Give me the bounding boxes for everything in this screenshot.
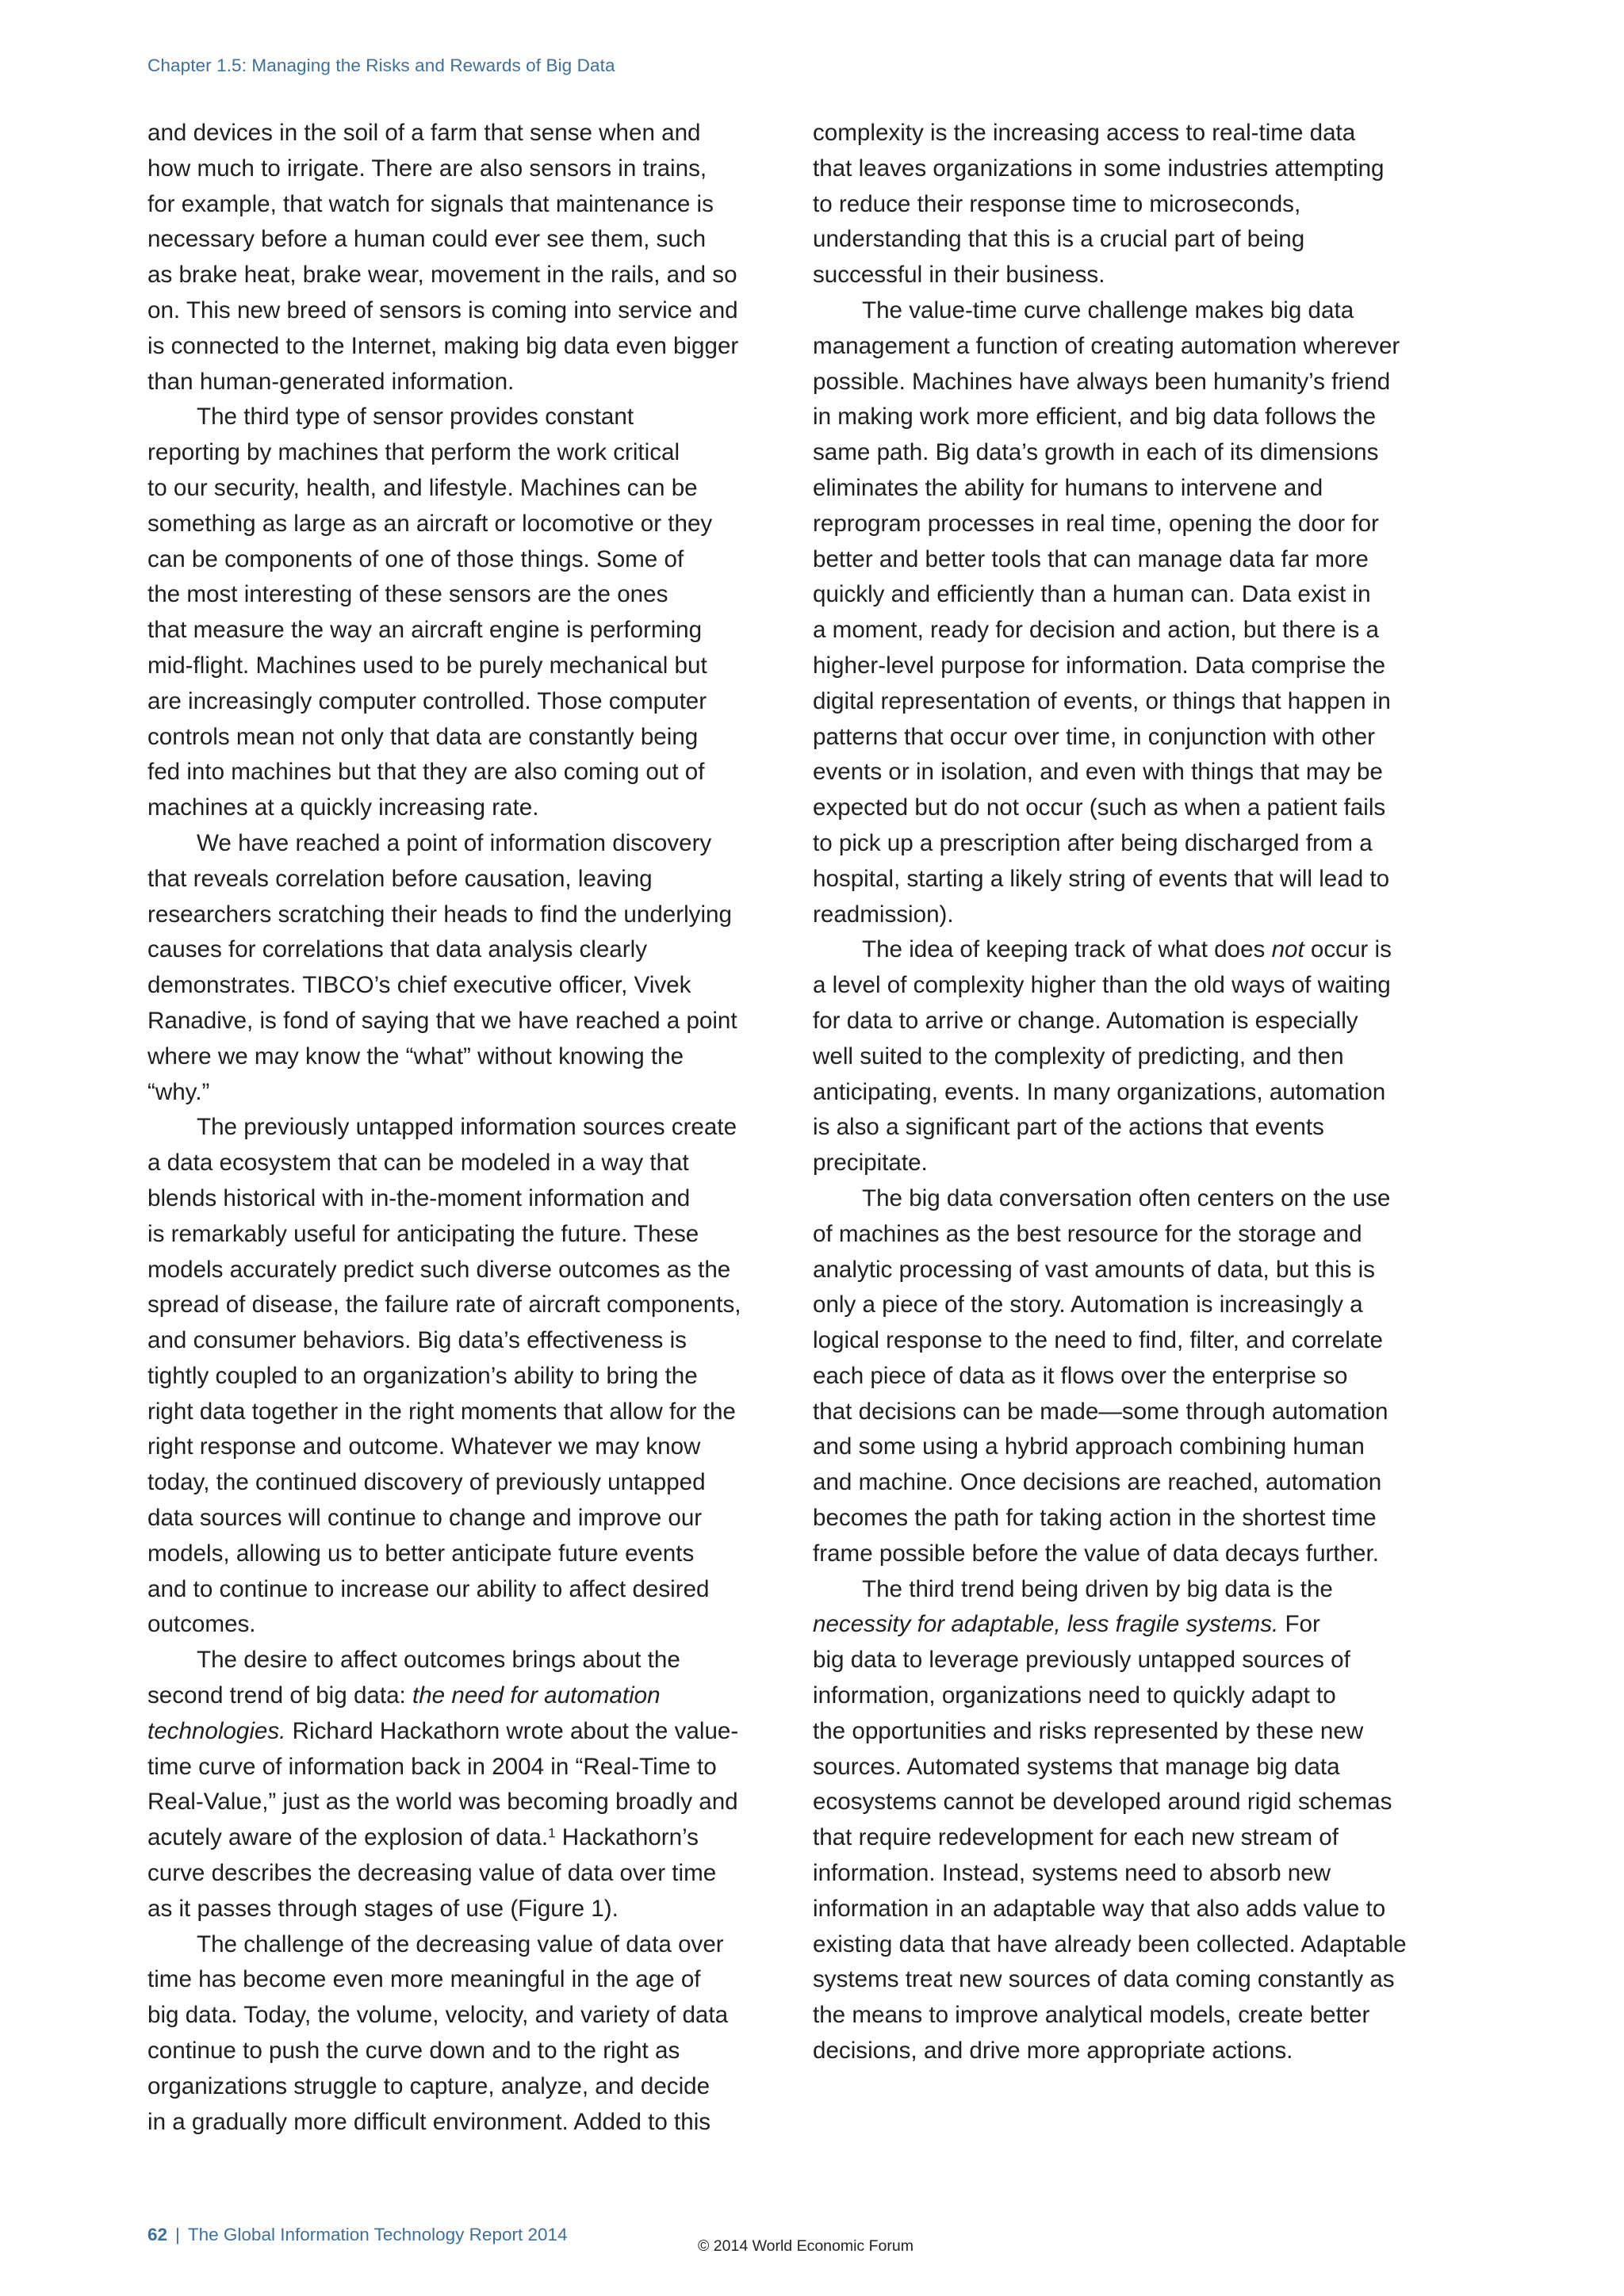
text-line: [147, 720, 774, 756]
text-line: [147, 1181, 774, 1217]
line-text: each piece of data as it flows over the enterprise so: [813, 1362, 1348, 1389]
line-text: The value-time curve challenge makes big data: [862, 297, 1354, 323]
line-text: sources. Automated systems that manage big data: [813, 1753, 1340, 1780]
line-text: that measure the way an aircraft engine is performing: [147, 617, 703, 644]
text-line: [813, 1359, 1447, 1395]
text-line: [813, 1323, 1447, 1359]
line-text: for example, that watch for signals that maintenance is: [147, 190, 714, 217]
text-line: [813, 932, 1447, 968]
text-line: [813, 187, 1447, 223]
text-line: [147, 507, 774, 542]
line-text: spread of disease, the failure rate of aircraft components,: [147, 1292, 741, 1318]
line-text: hospital, starting a likely string of events that will lead to: [813, 865, 1390, 892]
text-line: [813, 1288, 1447, 1323]
text-line: [813, 1181, 1447, 1217]
text-line: [147, 1927, 774, 1963]
line-text: time curve of information back in 2004 in “Real-Time to: [147, 1753, 717, 1780]
text-line: [813, 1217, 1447, 1253]
text-line: [813, 1750, 1447, 1785]
line-text: to our security, health, and lifestyle. Machines can be: [147, 474, 698, 501]
line-text: are increasingly computer controlled. Those computer: [147, 687, 707, 714]
right-text-column: [813, 116, 1447, 2069]
line-text: Real-Value,” just as the world was becoming broadly and: [147, 1789, 738, 1816]
line-text: The idea of keeping track of what does: [862, 936, 1272, 963]
line-text: as brake heat, brake wear, movement in the rails, and so: [147, 262, 737, 289]
line-text: big data. Today, the volume, velocity, and variety of data: [147, 2002, 729, 2029]
line-text: anticipating, events. In many organizations, automation: [813, 1078, 1386, 1105]
text-line: [147, 1110, 774, 1146]
text-line: [147, 649, 774, 684]
text-line: [147, 968, 774, 1004]
text-line: [147, 1998, 774, 2034]
text-line: [813, 1962, 1447, 1998]
text-line: [813, 329, 1447, 365]
text-line: [147, 151, 774, 187]
text-line: [147, 862, 774, 897]
line-text: of machines as the best resource for the storage and: [813, 1220, 1362, 1247]
line-text: on. This new breed of sensors is coming into service and: [147, 297, 738, 323]
line-text: a moment, ready for decision and action, but there is a: [813, 617, 1379, 644]
text-line: [147, 613, 774, 649]
line-text: that reveals correlation before causation, leaving: [147, 865, 653, 892]
text-line: [813, 1572, 1447, 1608]
line-text: a level of complexity higher than the old ways of waiting: [813, 972, 1391, 999]
text-line: [147, 293, 774, 329]
text-line: [147, 365, 774, 400]
text-line: [813, 1927, 1447, 1963]
line-text: causes for correlations that data analysis clearly: [147, 936, 647, 963]
line-text: decisions, and drive more appropriate actions.: [813, 2038, 1293, 2064]
line-text: acutely aware of the explosion of data.: [147, 1824, 549, 1851]
line-text: the most interesting of these sensors are the ones: [147, 581, 668, 608]
text-line: [813, 151, 1447, 187]
text-line: [813, 1110, 1447, 1146]
text-line: [147, 116, 774, 151]
line-text: readmission).: [813, 901, 954, 928]
text-line: [147, 1962, 774, 1998]
text-line: [147, 1217, 774, 1253]
text-line: [147, 1785, 774, 1820]
line-text: information, organizations need to quickly adapt to: [813, 1682, 1336, 1709]
line-text: right data together in the right moments that allow for the: [147, 1398, 736, 1425]
text-line: [147, 1678, 774, 1714]
line-text: is also a significant part of the actions that events: [813, 1114, 1324, 1141]
line-text: in making work more efficient, and big data follows the: [813, 404, 1377, 430]
line-text: how much to irrigate. There are also sensors in trains,: [147, 155, 707, 182]
line-text: is remarkably useful for anticipating the future. These: [147, 1220, 699, 1247]
text-line: [147, 2034, 774, 2069]
text-line: [813, 1856, 1447, 1892]
text-line: [813, 826, 1447, 862]
line-text: becomes the path for taking action in the shortest time: [813, 1505, 1377, 1532]
text-line: [147, 2069, 774, 2105]
line-text: where we may know the “what” without knowing the: [147, 1043, 684, 1070]
text-line: [147, 1253, 774, 1288]
text-line: [813, 365, 1447, 400]
text-line: [147, 577, 774, 613]
line-text: only a piece of the story. Automation is increasingly a: [813, 1292, 1363, 1318]
text-line: [147, 1750, 774, 1785]
line-text: The third trend being driven by big data is the: [862, 1575, 1333, 1602]
line-text: patterns that occur over time, in conjunction with other: [813, 723, 1375, 750]
line-text: a data ecosystem that can be modeled in a way that: [147, 1150, 689, 1177]
line-text: right response and outcome. Whatever we may know: [147, 1433, 701, 1460]
line-text: outcomes.: [147, 1611, 256, 1638]
line-text: second trend of big data:: [147, 1682, 412, 1709]
text-line: [813, 1395, 1447, 1430]
line-text: to reduce their response time to microseconds,: [813, 190, 1301, 217]
text-line: [147, 1146, 774, 1181]
line-text: The big data conversation often centers on the use: [862, 1184, 1391, 1211]
text-line: [813, 720, 1447, 756]
line-text: higher-level purpose for information. Data comprise the: [813, 652, 1386, 679]
text-line: [147, 542, 774, 578]
line-text: The third type of sensor provides constant: [197, 404, 634, 430]
text-line: [147, 932, 774, 968]
line-text: ecosystems cannot be developed around rigid schemas: [813, 1789, 1392, 1816]
text-line: [147, 1395, 774, 1430]
line-text: information in an adaptable way that also adds value to: [813, 1895, 1386, 1922]
publication-title: The Global Information Technology Report 2014: [187, 2225, 568, 2244]
text-line: [813, 1785, 1447, 1820]
text-line: [147, 471, 774, 507]
line-text: well suited to the complexity of predicting, and then: [813, 1043, 1344, 1070]
text-line: [147, 1892, 774, 1927]
line-text: necessary before a human could ever see them, such: [147, 226, 707, 253]
italic-text: the need for automation: [412, 1682, 661, 1709]
line-text: understanding that this is a crucial part of being: [813, 226, 1305, 253]
line-text: continue to push the curve down and to the right as: [147, 2038, 680, 2064]
text-line: [147, 1323, 774, 1359]
text-line: [147, 897, 774, 933]
text-line: [147, 1536, 774, 1572]
text-line: [147, 1004, 774, 1039]
line-text: as it passes through stages of use (Figure 1).: [147, 1895, 619, 1922]
text-line: [813, 577, 1447, 613]
line-text: data sources will continue to change and improve our: [147, 1505, 703, 1532]
text-line: [813, 507, 1447, 542]
text-line: [147, 2105, 774, 2141]
text-line: [813, 1146, 1447, 1181]
line-text: precipitate.: [813, 1150, 928, 1177]
line-text: that require redevelopment for each new stream of: [813, 1824, 1339, 1851]
line-text: controls mean not only that data are constantly being: [147, 723, 699, 750]
italic-text: technologies.: [147, 1717, 286, 1744]
text-line: [147, 1572, 774, 1608]
line-text: analytic processing of vast amounts of data, but this is: [813, 1256, 1375, 1283]
line-text: blends historical with in-the-moment information and: [147, 1184, 691, 1211]
line-text: The desire to affect outcomes brings about the: [197, 1647, 680, 1674]
text-line: [813, 1892, 1447, 1927]
line-text: occur is: [1304, 936, 1392, 963]
text-line: [813, 897, 1447, 933]
text-line: [813, 790, 1447, 826]
text-line: [813, 435, 1447, 471]
line-text: “why.”: [147, 1078, 210, 1105]
text-line: [147, 1359, 774, 1395]
text-line: [147, 1607, 774, 1643]
text-line: [813, 1643, 1447, 1678]
text-line: [813, 684, 1447, 720]
line-text: successful in their business.: [813, 262, 1105, 289]
text-line: [147, 258, 774, 293]
text-line: [147, 755, 774, 790]
line-text: time has become even more meaningful in the age of: [147, 1966, 701, 1993]
text-line: [147, 329, 774, 365]
text-line: [147, 400, 774, 435]
text-line: [147, 187, 774, 223]
text-line: [813, 1678, 1447, 1714]
line-text: can be components of one of those things. Some of: [147, 545, 684, 572]
line-text: models, allowing us to better anticipate future events: [147, 1540, 695, 1567]
line-text: the means to improve analytical models, create better: [813, 2002, 1370, 2029]
line-text: tightly coupled to an organization’s ability to bring the: [147, 1362, 698, 1389]
text-line: [147, 1075, 774, 1111]
text-line: [147, 1820, 774, 1856]
line-text: demonstrates. TIBCO’s chief executive officer, Vivek: [147, 972, 691, 999]
line-text: curve describes the decreasing value of data over time: [147, 1860, 717, 1887]
line-text: possible. Machines have always been humanity’s friend: [813, 368, 1391, 395]
text-line: [813, 400, 1447, 435]
line-text: frame possible before the value of data decays further.: [813, 1540, 1379, 1567]
line-text: the opportunities and risks represented by these new: [813, 1717, 1364, 1744]
page-footer-folio: [147, 2225, 568, 2245]
line-text: Hackathorn’s: [555, 1824, 699, 1851]
line-text: fed into machines but that they are also coming out of: [147, 759, 705, 786]
left-text-column: [147, 116, 774, 2140]
text-line: [147, 826, 774, 862]
text-line: [813, 1607, 1447, 1643]
line-text: systems treat new sources of data coming constantly as: [813, 1966, 1395, 1993]
italic-text: not: [1271, 936, 1304, 963]
text-line: [813, 1075, 1447, 1111]
text-line: [813, 755, 1447, 790]
line-text: better and better tools that can manage data far more: [813, 545, 1369, 572]
line-text: same path. Big data’s growth in each of its dimensions: [813, 439, 1379, 466]
footer-separator: |: [175, 2225, 180, 2244]
text-line: [813, 1039, 1447, 1075]
text-line: [813, 293, 1447, 329]
text-line: [147, 1429, 774, 1465]
text-line: [813, 1820, 1447, 1856]
text-line: [813, 1536, 1447, 1572]
line-text: and devices in the soil of a farm that sense when and: [147, 120, 701, 146]
line-text: Ranadive, is fond of saying that we have reached a point: [147, 1007, 737, 1034]
line-text: reprogram processes in real time, opening the door for: [813, 510, 1379, 537]
line-text: and machine. Once decisions are reached, automation: [813, 1469, 1382, 1496]
line-text: complexity is the increasing access to real-time data: [813, 120, 1356, 146]
text-line: [813, 258, 1447, 293]
line-text: than human-generated information.: [147, 368, 515, 395]
line-text: digital representation of events, or things that happen in: [813, 687, 1391, 714]
line-text: Richard Hackathorn wrote about the value-: [285, 1717, 739, 1744]
text-line: [147, 1643, 774, 1678]
line-text: something as large as an aircraft or locomotive or they: [147, 510, 713, 537]
line-text: expected but do not occur (such as when a patient fails: [813, 794, 1386, 821]
text-line: [813, 222, 1447, 258]
text-line: [147, 435, 774, 471]
text-line: [147, 1288, 774, 1323]
line-text: that decisions can be made—some through automation: [813, 1398, 1388, 1425]
line-text: big data to leverage previously untapped sources of: [813, 1647, 1350, 1674]
line-text: mid-flight. Machines used to be purely mechanical but: [147, 652, 707, 679]
line-text: We have reached a point of information discovery: [197, 829, 712, 856]
text-line: [813, 1004, 1447, 1039]
line-text: quickly and efficiently than a human can. Data exist in: [813, 581, 1371, 608]
line-text: in a gradually more difficult environment. Added to this: [147, 2108, 711, 2135]
text-line: [813, 1465, 1447, 1501]
line-text: and some using a hybrid approach combining human: [813, 1433, 1365, 1460]
page-number: 62: [147, 2225, 168, 2244]
text-line: [813, 2034, 1447, 2069]
italic-text: necessity for adaptable, less fragile systems.: [813, 1611, 1279, 1638]
text-line: [813, 1253, 1447, 1288]
line-text: The previously untapped information sources create: [197, 1114, 737, 1141]
text-line: [147, 222, 774, 258]
running-head: Chapter 1.5: Managing the Risks and Rewards of Big Data: [147, 55, 615, 75]
line-text: eliminates the ability for humans to intervene and: [813, 474, 1323, 501]
line-text: events or in isolation, and even with things that may be: [813, 759, 1383, 786]
text-line: [813, 649, 1447, 684]
text-line: [147, 1039, 774, 1075]
text-line: [813, 1998, 1447, 2034]
text-line: [813, 613, 1447, 649]
text-line: [813, 1429, 1447, 1465]
line-text: today, the continued discovery of previously untapped: [147, 1469, 706, 1496]
line-text: management a function of creating automation wherever: [813, 332, 1400, 359]
line-text: to pick up a prescription after being discharged from a: [813, 829, 1373, 856]
line-text: is connected to the Internet, making big data even bigger: [147, 332, 739, 359]
line-text: logical response to the need to find, filter, and correlate: [813, 1327, 1383, 1354]
text-line: [813, 542, 1447, 578]
text-line: [147, 1856, 774, 1892]
text-line: [813, 1714, 1447, 1750]
line-text: reporting by machines that perform the work critical: [147, 439, 680, 466]
text-line: [813, 471, 1447, 507]
line-text: for data to arrive or change. Automation is especially: [813, 1007, 1358, 1034]
line-text: that leaves organizations in some industries attempting: [813, 155, 1385, 182]
copyright-notice: © 2014 World Economic Forum: [698, 2237, 914, 2255]
line-text: machines at a quickly increasing rate.: [147, 794, 539, 821]
text-line: [147, 1714, 774, 1750]
line-text: The challenge of the decreasing value of data over: [197, 1931, 724, 1957]
line-text: organizations struggle to capture, analyze, and decide: [147, 2072, 710, 2099]
text-line: [813, 968, 1447, 1004]
text-line: [147, 1465, 774, 1501]
text-line: [813, 116, 1447, 151]
line-text: researchers scratching their heads to find the underlying: [147, 901, 732, 928]
line-text: models accurately predict such diverse outcomes as the: [147, 1256, 731, 1283]
line-text: For: [1278, 1611, 1320, 1638]
text-line: [813, 1501, 1447, 1536]
line-text: and consumer behaviors. Big data’s effectiveness is: [147, 1327, 687, 1354]
text-line: [147, 790, 774, 826]
footnote-ref: 1: [548, 1825, 556, 1841]
text-line: [813, 862, 1447, 897]
line-text: information. Instead, systems need to absorb new: [813, 1860, 1331, 1887]
text-line: [147, 684, 774, 720]
line-text: and to continue to increase our ability to affect desired: [147, 1575, 710, 1602]
text-line: [147, 1501, 774, 1536]
line-text: existing data that have already been collected. Adaptable: [813, 1931, 1407, 1957]
